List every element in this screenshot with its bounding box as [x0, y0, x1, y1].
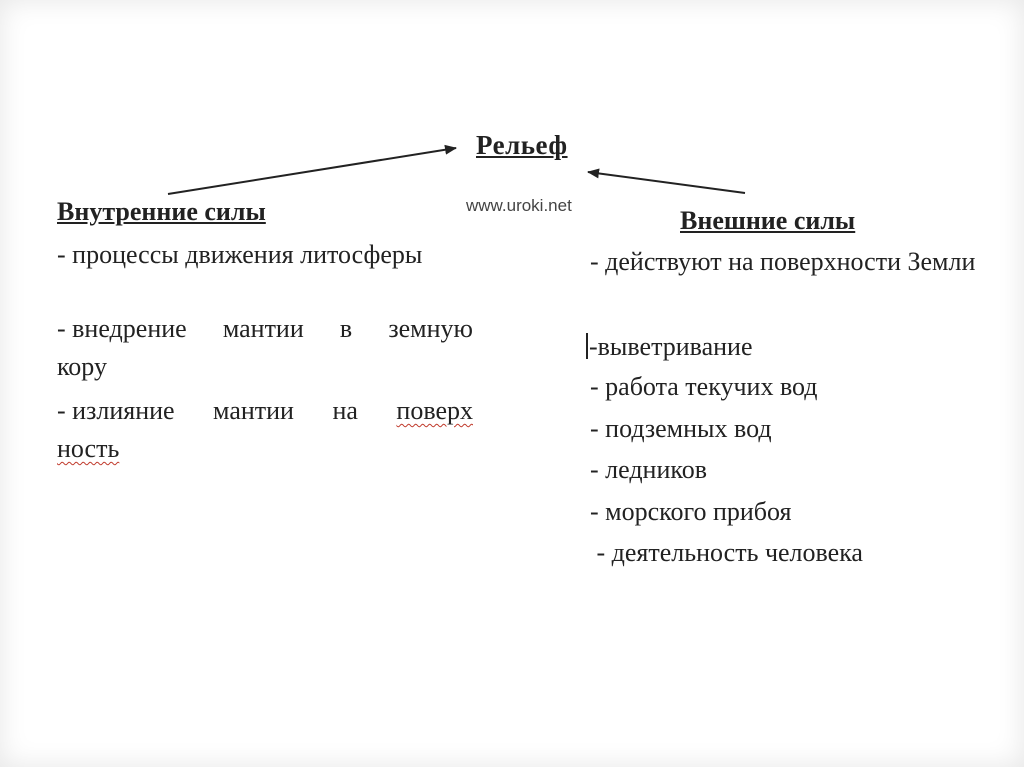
internal-item-lithosphere: - процессы движения литосферы	[57, 240, 423, 269]
word: мантии	[222, 314, 304, 343]
internal-item-mantle-outpouring-cont	[57, 434, 119, 464]
external-forces-heading: Внешние силы	[680, 206, 856, 235]
word: мантии	[213, 396, 294, 425]
external-item-weathering	[586, 332, 753, 362]
watermark: www.uroki.net	[466, 196, 572, 215]
external-item-human-activity: - деятельность человека	[590, 538, 863, 567]
internal-item-mantle-intrusion	[57, 314, 473, 344]
text-cursor	[586, 333, 588, 359]
arrow-right-to-title	[588, 172, 745, 193]
internal-item-mantle-intrusion-cont: кору	[57, 352, 107, 381]
word: в	[339, 314, 353, 343]
arrow-left-to-title	[168, 148, 456, 194]
word: - внедрение	[57, 314, 187, 343]
internal-forces-heading: Внутренние силы	[57, 197, 266, 226]
word-misspelled: поверх	[396, 396, 473, 425]
external-item-groundwater: - подземных вод	[590, 414, 772, 443]
external-item-sea-surf: - морского прибоя	[590, 497, 792, 526]
word-misspelled: ность	[57, 434, 120, 463]
word: земную	[388, 314, 473, 343]
word: на	[332, 396, 358, 425]
external-item-earth-surface: - действуют на поверхности Земли	[590, 247, 976, 276]
external-item-weathering-text: -выветривание	[589, 332, 753, 361]
internal-item-mantle-outpouring	[57, 396, 473, 426]
external-item-glaciers: - ледников	[590, 455, 707, 484]
word: - излияние	[57, 396, 175, 425]
external-item-running-water: - работа текучих вод	[590, 372, 818, 401]
diagram-title: Рельеф	[476, 130, 568, 160]
